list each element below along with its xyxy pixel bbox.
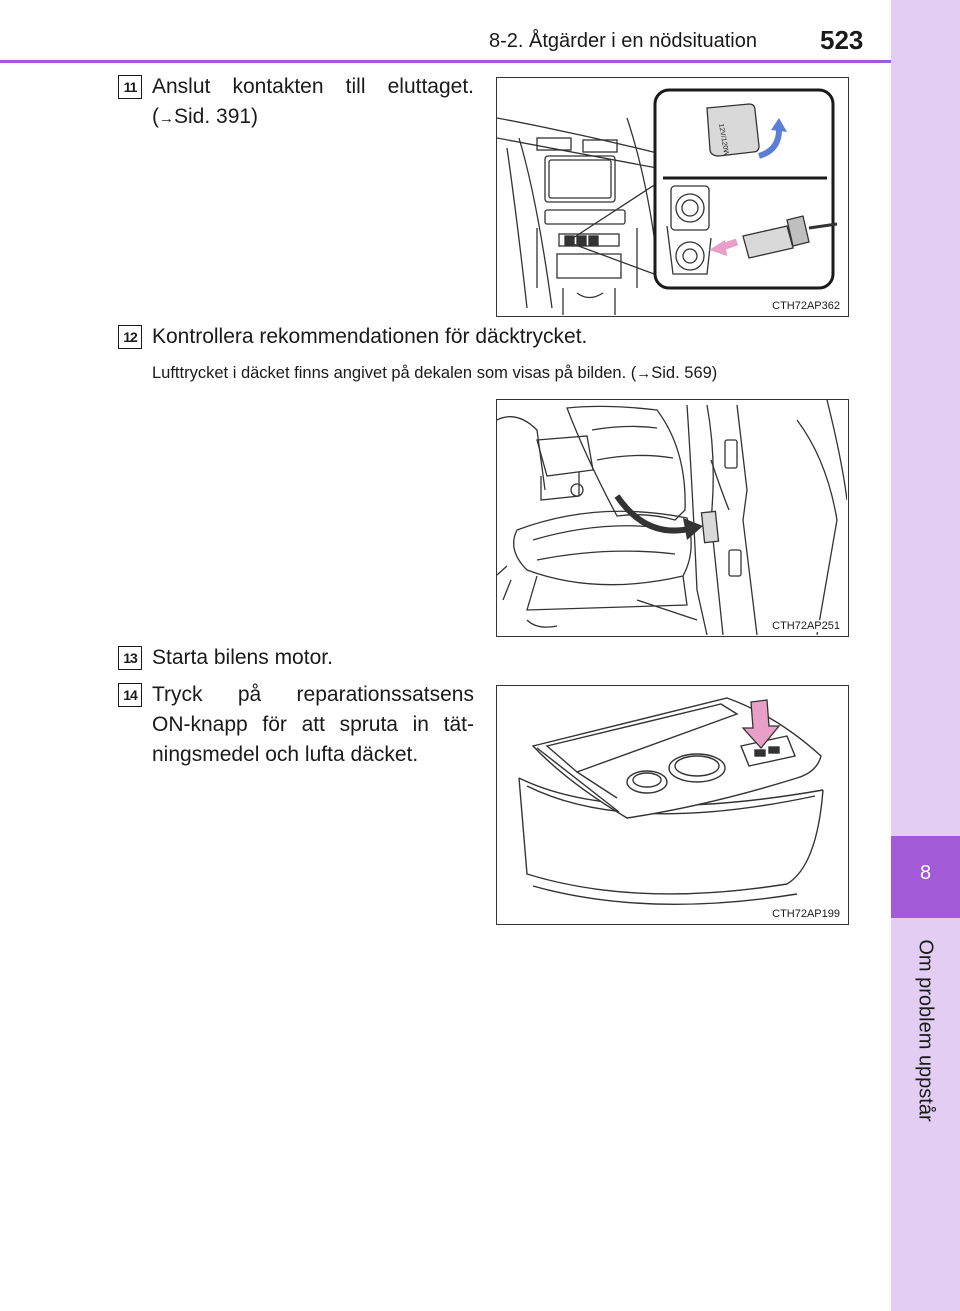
step-11-line-2 [152, 102, 474, 134]
step-13-text: Starta bilens motor. [152, 646, 333, 669]
chapter-title-vertical [879, 930, 960, 1130]
step-number-11: 11 [118, 75, 142, 99]
dashboard-outlet-illustration [497, 78, 847, 315]
page-number: 523 [820, 25, 864, 55]
figure-code: CTH72AP251 [772, 620, 840, 632]
arrow-right-icon: → [636, 365, 652, 382]
step-12-note [152, 364, 717, 383]
chapter-title: Om problem uppstår [914, 938, 937, 1122]
header-rule [0, 60, 891, 63]
figure-code: CTH72AP362 [772, 300, 840, 312]
arrow-right-icon: → [159, 110, 174, 127]
step-12-page-ref[interactable]: Sid. 569) [651, 364, 718, 382]
step-number-12: 12 [118, 325, 142, 349]
page-header [0, 0, 891, 70]
step-11-line-1: Anslut kontakten till eluttaget. [152, 75, 474, 98]
chapter-number: 8 [919, 862, 932, 884]
step-14-line-3: ningsmedel och lufta däcket. [152, 743, 419, 766]
step-14-line-1: Tryck på reparationssatsens [152, 683, 474, 706]
svg-text:12V/120W: 12V/120W [717, 123, 730, 157]
repair-kit-illustration [497, 686, 847, 923]
figure-power-outlet [496, 77, 849, 317]
step-11-page-ref[interactable]: Sid. 391) [174, 105, 259, 128]
step-11-paren: ( [152, 105, 159, 128]
step-number-14: 14 [118, 683, 142, 707]
figure-repair-kit [496, 685, 849, 925]
figure-tire-pressure-label [496, 399, 849, 637]
step-14-line-2: ON-knapp för att spruta in tät- [152, 713, 474, 736]
step-number-13: 13 [118, 646, 142, 670]
step-12-note-text: Lufttrycket i däcket finns angivet på dekalen som visas på bilden. ( [152, 364, 637, 382]
tire-pressure-decal [701, 511, 718, 542]
seat-door-illustration [497, 400, 847, 635]
section-title: 8-2. Åtgärder i en nödsituation [489, 30, 757, 52]
step-12-text: Kontrollera rekommendationen för däcktrycket. [152, 325, 588, 348]
figure-code: CTH72AP199 [772, 908, 840, 920]
